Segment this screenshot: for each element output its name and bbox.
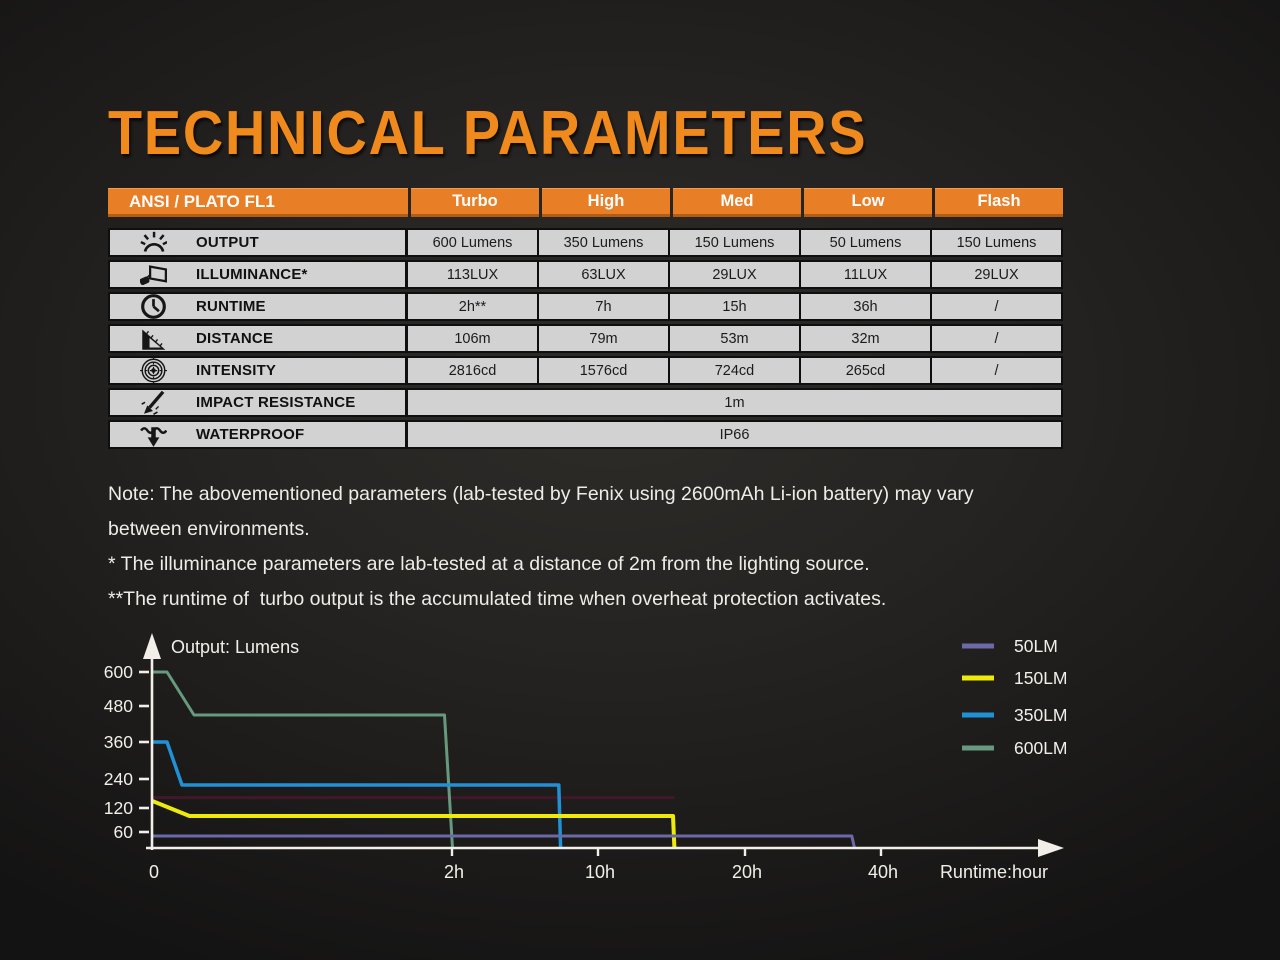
waterproof-arrow-icon <box>140 421 167 448</box>
series-600LM <box>152 672 453 848</box>
row-label-cell <box>110 230 408 255</box>
y-axis-arrow-icon <box>143 633 161 659</box>
row-icon-box <box>110 229 196 256</box>
series-150LM <box>152 801 674 848</box>
x-tick-label: 40h <box>867 862 899 882</box>
value-cell: 32m <box>801 326 932 351</box>
value-cell: / <box>994 298 999 315</box>
value-cell: 29LUX <box>974 266 1019 283</box>
y-tick-label: 480 <box>103 696 133 716</box>
table-header-label: ANSI / PLATO FL1 <box>108 188 408 217</box>
x-axis-arrow-icon <box>1038 839 1064 857</box>
row-label-cell <box>110 390 408 415</box>
row-label: INTENSITY <box>196 362 277 379</box>
x-tick-label: 20h <box>731 862 763 882</box>
value-cell: 7h <box>539 294 670 319</box>
row-label-cell <box>110 262 408 287</box>
note-line: * The illuminance parameters are lab-tested at a distance of 2m from the lighting source. <box>108 553 870 575</box>
row-icon-box <box>110 261 196 288</box>
row-label-cell <box>110 326 408 351</box>
y-tick-label: 60 <box>113 822 133 842</box>
distance-beam-icon <box>140 325 167 352</box>
table-header-row <box>108 188 1063 217</box>
table-header-mode: High <box>542 188 670 217</box>
row-label: ILLUMINANCE* <box>196 266 308 283</box>
span-value-cell: 1m <box>724 394 745 411</box>
row-label: OUTPUT <box>196 234 259 251</box>
runtime-chart <box>0 600 1280 900</box>
row-label-cell <box>110 422 408 447</box>
y-tick-label: 240 <box>103 769 133 789</box>
table-row <box>108 388 1063 417</box>
value-cell: 63LUX <box>539 262 670 287</box>
runtime-clock-icon <box>140 293 167 320</box>
table-header-mode: Flash <box>935 188 1063 217</box>
row-label: WATERPROOF <box>196 426 305 443</box>
row-icon-box <box>110 421 196 448</box>
table-header-mode: Med <box>673 188 801 217</box>
table-header-mode: Turbo <box>411 188 539 217</box>
notes-block <box>108 477 974 617</box>
value-cell: 113LUX <box>408 262 539 287</box>
table-header-mode: Low <box>804 188 932 217</box>
table-row <box>108 228 1063 257</box>
note-line: Note: The abovementioned parameters (lab-tested by Fenix using 2600mAh Li-ion battery) may vary <box>108 483 974 505</box>
value-cell: 50 Lumens <box>801 230 932 255</box>
row-icon-box <box>110 325 196 352</box>
series-350LM <box>152 742 561 848</box>
parameters-table <box>108 188 1063 449</box>
table-row <box>108 292 1063 321</box>
value-cell: 15h <box>670 294 801 319</box>
legend-label: 150LM <box>1014 668 1068 688</box>
row-label-cell <box>110 294 408 319</box>
note-line: between environments. <box>108 518 310 540</box>
row-icon-box <box>110 357 196 384</box>
y-tick-label: 360 <box>103 732 133 752</box>
row-icon-box <box>110 389 196 416</box>
value-cell: 724cd <box>670 358 801 383</box>
value-cell: / <box>994 362 999 379</box>
value-cell: 36h <box>801 294 932 319</box>
chart-ylabel: Output: Lumens <box>171 637 300 657</box>
note-line: **The runtime of turbo output is the accumulated time when overheat protection activates. <box>108 588 887 610</box>
row-label-cell <box>110 358 408 383</box>
row-icon-box <box>110 293 196 320</box>
value-cell: 350 Lumens <box>539 230 670 255</box>
x-tick-label: 10h <box>584 862 616 882</box>
chart-axes <box>104 633 1064 882</box>
x-tick-label: 0 <box>148 862 160 882</box>
value-cell: 53m <box>670 326 801 351</box>
value-cell: 79m <box>539 326 670 351</box>
illuminance-screen-icon <box>140 261 167 288</box>
chart-legend <box>962 636 1068 758</box>
value-cell: 150 Lumens <box>956 234 1037 251</box>
chart-xlabel: Runtime:hour <box>939 862 1048 882</box>
y-tick-label: 600 <box>103 662 133 682</box>
table-body <box>108 228 1063 449</box>
chart-series <box>152 672 855 848</box>
value-cell: 106m <box>408 326 539 351</box>
legend-label: 350LM <box>1014 705 1068 725</box>
x-tick-label: 2h <box>443 862 465 882</box>
row-label: IMPACT RESISTANCE <box>196 394 356 411</box>
y-tick-label: 120 <box>103 798 133 818</box>
value-cell: 1576cd <box>539 358 670 383</box>
value-cell: 2816cd <box>408 358 539 383</box>
table-row <box>108 260 1063 289</box>
table-row <box>108 420 1063 449</box>
value-cell: 2h** <box>408 294 539 319</box>
impact-arrow-icon <box>140 389 167 416</box>
value-cell: 29LUX <box>670 262 801 287</box>
span-value-cell: IP66 <box>719 426 750 443</box>
value-cell: 150 Lumens <box>670 230 801 255</box>
value-cell: 600 Lumens <box>408 230 539 255</box>
intensity-target-icon <box>140 357 167 384</box>
table-row <box>108 356 1063 385</box>
page-title: TECHNICAL PARAMETERS <box>108 99 868 168</box>
value-cell: 11LUX <box>801 262 932 287</box>
value-cell: 265cd <box>801 358 932 383</box>
output-sun-icon <box>140 229 167 256</box>
table-row <box>108 324 1063 353</box>
row-label: RUNTIME <box>196 298 266 315</box>
legend-label: 600LM <box>1014 738 1068 758</box>
value-cell: / <box>994 330 999 347</box>
legend-label: 50LM <box>1014 636 1058 656</box>
series-50LM <box>152 836 855 848</box>
row-label: DISTANCE <box>196 330 274 347</box>
